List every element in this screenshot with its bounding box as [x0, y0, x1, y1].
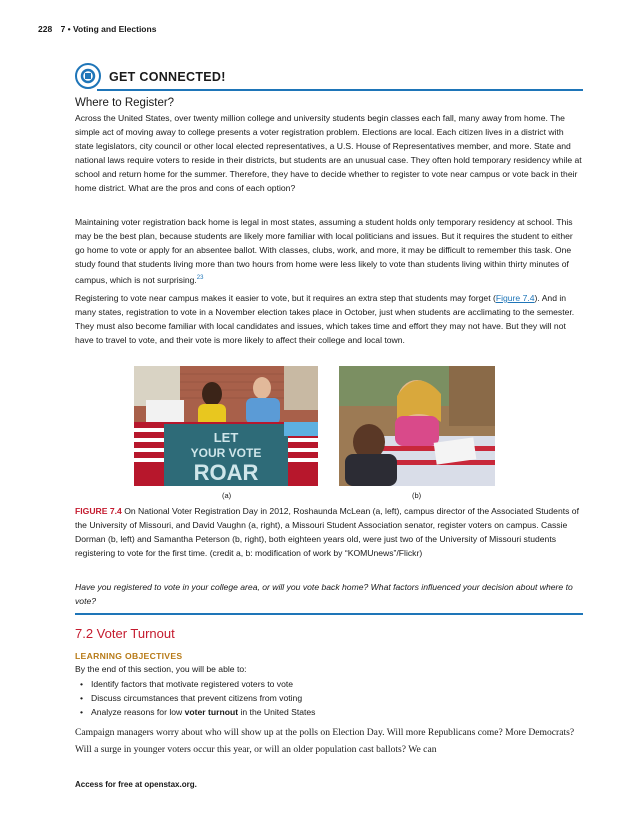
photo-a-illustration — [134, 366, 318, 486]
objective-item: • Discuss circumstances that prevent citizens from voting — [75, 691, 315, 705]
connected-icon — [75, 63, 101, 89]
feature-end-rule — [75, 613, 583, 615]
section-title: 7.2 Voter Turnout — [75, 626, 175, 641]
paragraph-3-after: ). And in many states, registration to vote in a November election takes place in October, just when students are acclimating to the semester. They must also become familiar with local candidates and issues, which takes time and effort they may not have. But they will not have to travel to vote, and their vote is more likely to affect their college and local town. — [75, 293, 575, 345]
feature-question: Have you registered to vote in your college area, or will you vote back home? What factors influenced your decision about where to vote? — [75, 582, 573, 606]
chapter-title: 7 • Voting and Elections — [60, 24, 157, 34]
paragraph-3-before: Registering to vote near campus makes it easier to vote, but it requires an extra step that students may forget ( — [75, 293, 496, 303]
paragraph-2-text: Maintaining voter registration back home is legal in most states, assuming a student holds only temporary residency at school. This may be the best plan, because students are likely more familiar with local politicians and issues. But it requires the student to either go home to vote or apply for an absentee ballot. With classes, clubs, work, and more, it may be difficult to remember this task. One study found that students living more than two hours from home were less likely to vote than students living within thirty minutes of campus, which is not surprising. — [75, 217, 573, 285]
objective-3-after: in the United States — [238, 707, 316, 717]
page-number: 228 — [38, 24, 53, 34]
page-footer: Access for free at openstax.org. — [75, 780, 197, 789]
objective-item: • Identify factors that motivate registered voters to vote — [75, 677, 315, 691]
running-header — [38, 24, 156, 34]
figure-caption-text: On National Voter Registration Day in 2012, Roshaunda McLean (a, left), campus director of the Associated Students of the University of Missouri, and David Vaughn (a, right), a Missouri Student Association senator, register voters on campus. Cassie Dorman (b, left) and Samantha Peterson (b, right), both eighteen years old, were just two of the University of Missouri students registering to vote for the first time. (credit a, b: modification of work by “KOMUnews”/Flickr) — [75, 506, 579, 558]
learning-objectives-list — [75, 677, 315, 719]
feature-title: GET CONNECTED! — [109, 70, 226, 84]
photo-b — [339, 366, 495, 486]
feature-subtitle: Where to Register? — [75, 97, 175, 109]
figure-number: FIGURE 7.4 — [75, 506, 122, 516]
photo-b-illustration — [339, 366, 495, 486]
objective-3-before: Analyze reasons for low — [91, 707, 185, 717]
banner-line-2: YOUR VOTE — [190, 446, 262, 460]
paragraph-2 — [75, 215, 583, 287]
objective-item — [75, 705, 315, 719]
get-connected-feature — [75, 63, 583, 95]
key-term-voter-turnout: voter turnout — [184, 707, 239, 717]
learning-objectives-heading: LEARNING OBJECTIVES — [75, 651, 183, 661]
section-paragraph: Campaign managers worry about who will show up at the polls on Election Day. Will more Republicans come? More Democrats? Will a surge in younger voters occur this year, or will an older population cast ballots? We can — [75, 727, 575, 755]
learning-objectives-intro: By the end of this section, you will be able to: — [75, 664, 247, 674]
figure-caption — [75, 504, 583, 560]
paragraph-3 — [75, 291, 583, 347]
footnote-link[interactable]: 23 — [196, 275, 204, 281]
figure-7-4-link[interactable]: Figure 7.4 — [495, 293, 535, 303]
figure-label-a: (a) — [222, 491, 232, 500]
banner-line-3: ROAR — [193, 460, 259, 485]
banner-line-1: LET — [213, 430, 239, 445]
feature-divider — [97, 89, 583, 91]
paragraph-1: Across the United States, over twenty million college and university students begin classes each fall, many away from home. The simple act of moving away to college presents a voter registration problem. Elections are local. Each citizen lives in a district with state legislators, city council or other local elected representatives, a U.S. House of Representatives member, and more. State and national laws require voters to reside in their districts, but students are an unusual case. They often hold temporary residency while at school and return home for the summer. Therefore, they have to decide whether to register to vote near campus or vote back in their home district. What are the pros and cons of each option? — [75, 113, 582, 193]
photo-a — [134, 366, 318, 486]
figure-label-b: (b) — [412, 491, 422, 500]
